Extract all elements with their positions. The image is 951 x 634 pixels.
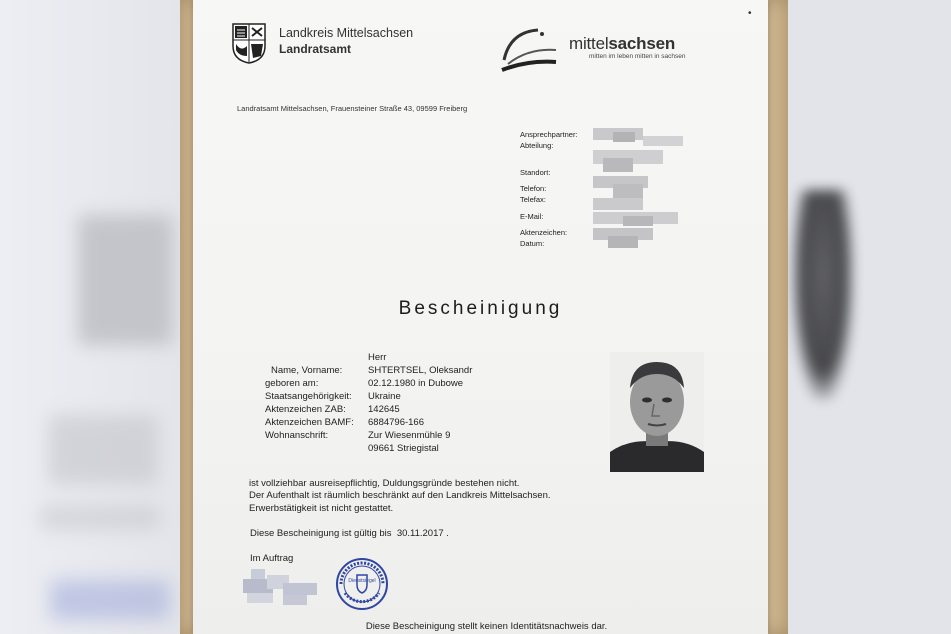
background-left: [0, 0, 180, 634]
fax-label: Telefax:: [520, 195, 546, 204]
footer-note: Diese Bescheinigung stellt keinen Identitätsnachweis dar.: [365, 621, 608, 632]
pixelated-contact-values: [593, 128, 685, 250]
pixelated-signature: [243, 565, 323, 610]
zab-label: Aktenzeichen ZAB:: [265, 404, 346, 415]
blurred-document: [40, 505, 160, 530]
phone-label: Telefon:: [520, 184, 547, 193]
document-page: [193, 0, 768, 634]
signature-note: Im Auftrag: [250, 553, 294, 564]
address-street: Zur Wiesenmühle 9: [368, 430, 451, 441]
born-label: geboren am:: [265, 378, 319, 389]
official-seal-icon: [335, 557, 389, 611]
bamf-label: Aktenzeichen BAMF:: [265, 417, 354, 428]
mittelsachsen-logo-icon: [498, 20, 558, 74]
document-title: Bescheinigung: [398, 298, 563, 319]
body-line-3: Erwerbstätigkeit ist nicht gestattet.: [249, 503, 394, 514]
body-line-2: Der Aufenthalt ist räumlich beschränkt auf den Landkreis Mittelsachsen.: [249, 490, 551, 501]
brand-wordmark: mittelsachsen: [569, 34, 676, 53]
district-office: Landratsamt: [279, 42, 352, 56]
address-city: 09661 Striegistal: [368, 443, 439, 454]
address-label: Wohnanschrift:: [265, 430, 329, 441]
name-value: SHTERTSEL, Oleksandr: [368, 365, 473, 376]
department-label: Abteilung:: [520, 141, 554, 150]
return-address: Landratsamt Mittelsachsen, Frauensteiner Straße 43, 09599 Freiberg: [237, 104, 468, 113]
brand-tagline: mitten im leben mitten in sachsen: [589, 53, 686, 60]
nationality-value: Ukraine: [368, 391, 401, 402]
person-portrait-icon: [610, 352, 704, 472]
reference-label: Aktenzeichen:: [520, 228, 568, 237]
nationality-label: Staatsangehörigkeit:: [265, 391, 352, 402]
blurred-document: [78, 215, 173, 345]
zab-value: 142645: [368, 404, 400, 415]
validity-statement: Diese Bescheinigung ist gültig bis 30.11.2017 .: [250, 528, 449, 539]
seal-label: Dienstsiegel: [348, 578, 376, 584]
contact-person-label: Ansprechpartner:: [520, 130, 578, 139]
body-line-1: ist vollziehbar ausreisepflichtig, Duldungsgründe bestehen nicht.: [249, 478, 520, 489]
corner-mark: •: [748, 8, 752, 19]
bamf-value: 6884796-166: [368, 417, 424, 428]
email-label: E-Mail:: [520, 212, 544, 221]
born-value: 02.12.1980 in Dubowe: [368, 378, 464, 389]
location-label: Standort:: [520, 168, 551, 177]
blurred-photo: [793, 190, 853, 400]
district-name: Landkreis Mittelsachsen: [279, 26, 414, 40]
date-label: Datum:: [520, 239, 545, 248]
name-label: Name, Vorname:: [271, 365, 343, 376]
passport-photo: [610, 352, 704, 472]
salutation: Herr: [368, 352, 387, 363]
district-crest-icon: [231, 22, 267, 64]
blurred-document: [50, 580, 170, 620]
blurred-document: [48, 415, 158, 485]
